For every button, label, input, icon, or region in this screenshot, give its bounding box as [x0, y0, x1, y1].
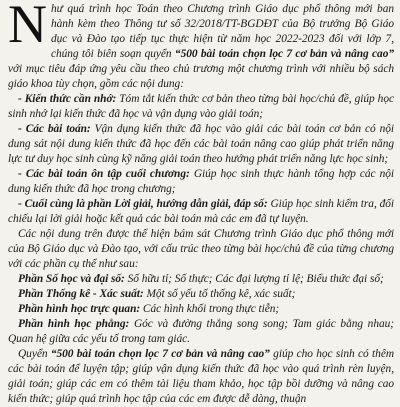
list-item-text: Vận dụng kiến thức đã học vào giải các bài toán cơ bản có nội dung sát nội dung kiến thức đã học đến các bài toán nâng cao giúp phát triển năng lực tư duy học sinh cùng kỹ năng giải toán theo hướng phát triển năng lực học sinh; — [8, 123, 394, 165]
list-item-text: Tóm tắt kiến thức cơ bản theo từng bài học/chủ đề, giúp học sinh nhớ lại kiến thức đã học và vận dụng vào giải toán; — [8, 93, 394, 120]
list-item-label: - Các bài toán: — [18, 123, 95, 135]
part-text: Số hữu tỉ; Số thực; Các đại lượng tỉ lệ; Biểu thức đại số; — [127, 273, 384, 285]
drop-cap: N — [8, 0, 47, 54]
list-item-text: Giúp học sinh kiểm tra, đối chiếu lại lời giải hoặc kết quả các bài toán mà các em đã tự luyện. — [8, 198, 394, 225]
structure-paragraph: Các nội dung trên được thể hiện bám sát Chương trình Giáo dục phổ thông mới của Bộ Giáo dục và Đào tạo, với cấu trúc theo từng bài học/chủ đề của từng chương với các phần cụ thể như sau: — [8, 228, 394, 270]
part-item — [8, 287, 394, 302]
part-item — [8, 317, 394, 347]
book-title: “500 bài toán chọn lọc 7 cơ bản và nâng cao” — [50, 348, 270, 360]
closing-paragraph — [8, 347, 394, 407]
list-item-label: - Các bài toán ôn tập cuối chương: — [18, 168, 194, 180]
part-item — [8, 302, 394, 317]
intro-text-a: hư quá trình học Toán theo Chương trình Giáo dục phổ thông mới ban hành kèm theo Thông tư số 32/2018/TT-BGDĐT của Bộ trưởng Bộ Giáo dục và Đào tạo tiếp tục thực hiện từ năm học 2022-2023 đối với lớp 7, chúng tôi biên soạn quyển — [50, 3, 394, 60]
list-item-label: - Kiến thức cần nhớ: — [18, 93, 120, 105]
intro-text-b: với mục tiêu đáp ứng yêu cầu theo chủ trương một chương trình với nhiều bộ sách giáo khoa tùy chọn, gồm các nội dung: — [8, 63, 394, 90]
book-title: “500 bài toán chọn lọc 7 cơ bản và nâng cao” — [174, 48, 394, 60]
part-label: Phần Thống kê - Xác suất: — [18, 288, 147, 300]
part-label: Phần Số học và đại số: — [18, 273, 128, 285]
part-label: Phần hình học phẳng: — [18, 318, 134, 330]
list-item-label: - Cuối cùng là phần Lời giải, hướng dẫn giải, đáp số: — [18, 198, 271, 210]
intro-paragraph — [8, 2, 394, 92]
part-text: Một số yếu tố thống kê, xác suất; — [146, 288, 296, 300]
list-item-text: Giúp học sinh thực hành tổng hợp các nội dung kiến thức đã học trong chương; — [8, 168, 394, 195]
part-item — [8, 272, 394, 287]
closing-text-a: Quyển — [18, 348, 51, 360]
list-item — [8, 122, 394, 167]
part-label: Phần hình học trực quan: — [18, 303, 143, 315]
list-item — [8, 197, 394, 227]
part-text: Các hình khối trong thực tiễn; — [142, 303, 280, 315]
list-item — [8, 92, 394, 122]
closing-text-b: giúp cho học sinh có thêm các bài toán để luyện tập; giúp vận dụng kiến thức đã học vào quá trình rèn luyện, giải toán; giúp các em có thêm tài liệu tham khảo, học tập bồi dưỡng và nâng cao kiến thức; giúp quá trình học tập của các em được dễ dàng, thuận — [8, 348, 394, 405]
part-text: Góc và đường thẳng song song; Tam giác bằng nhau; Quan hệ giữa các yếu tố trong tam giác. — [8, 318, 395, 345]
list-item — [8, 167, 394, 197]
